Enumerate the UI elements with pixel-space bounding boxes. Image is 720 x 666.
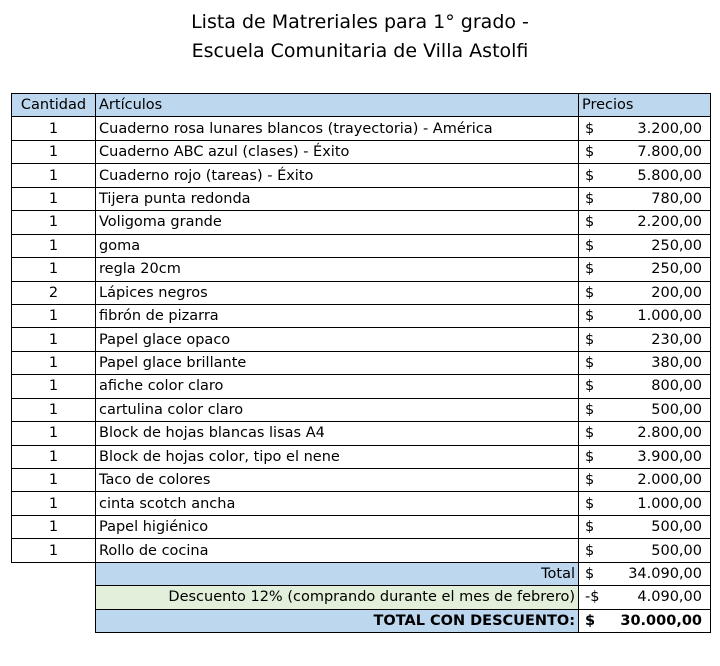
title-line-2: Escuela Comunitaria de Villa Astolfi	[191, 40, 529, 62]
row-price: 780,00	[610, 187, 711, 210]
row-item: Cuaderno rosa lunares blancos (trayectoria) - América	[96, 117, 579, 140]
row-currency: $	[579, 117, 610, 140]
empty-cell	[12, 609, 96, 632]
table-row	[12, 375, 711, 398]
row-currency: $	[579, 140, 610, 163]
title-line-1: Lista de Matreriales para 1° grado -	[191, 11, 529, 33]
row-price: 2.000,00	[610, 469, 711, 492]
row-quantity: 2	[12, 281, 96, 304]
row-price: 500,00	[610, 539, 711, 562]
row-quantity: 1	[12, 117, 96, 140]
table-row	[12, 398, 711, 421]
row-item: goma	[96, 234, 579, 257]
table-row	[12, 328, 711, 351]
row-quantity: 1	[12, 445, 96, 468]
row-quantity: 1	[12, 258, 96, 281]
discount-value: 4.090,00	[610, 586, 711, 609]
discount-currency: -$	[579, 586, 610, 609]
row-item: cartulina color claro	[96, 398, 579, 421]
discount-row	[12, 586, 711, 609]
row-item: Tijera punta redonda	[96, 187, 579, 210]
grand-total-currency: $	[579, 609, 610, 632]
row-price: 3.200,00	[610, 117, 711, 140]
total-row	[12, 562, 711, 585]
row-quantity: 1	[12, 304, 96, 327]
row-currency: $	[579, 187, 610, 210]
row-currency: $	[579, 258, 610, 281]
table-row	[12, 187, 711, 210]
row-item: Papel glace brillante	[96, 351, 579, 374]
table-row	[12, 469, 711, 492]
table-header-row	[12, 94, 711, 117]
header-quantity: Cantidad	[12, 94, 96, 117]
grand-total-row	[12, 609, 711, 632]
total-label: Total	[96, 562, 579, 585]
row-price: 2.800,00	[610, 422, 711, 445]
table-row	[12, 258, 711, 281]
row-quantity: 1	[12, 469, 96, 492]
table-row	[12, 140, 711, 163]
table-row	[12, 164, 711, 187]
row-currency: $	[579, 328, 610, 351]
row-currency: $	[579, 281, 610, 304]
row-item: Cuaderno rojo (tareas) - Éxito	[96, 164, 579, 187]
row-price: 800,00	[610, 375, 711, 398]
row-price: 5.800,00	[610, 164, 711, 187]
table-row	[12, 492, 711, 515]
row-price: 7.800,00	[610, 140, 711, 163]
row-currency: $	[579, 234, 610, 257]
table-row	[12, 515, 711, 538]
discount-label: Descuento 12% (comprando durante el mes de febrero)	[96, 586, 579, 609]
row-quantity: 1	[12, 187, 96, 210]
empty-cell	[12, 562, 96, 585]
header-prices: Precios	[579, 94, 711, 117]
row-currency: $	[579, 445, 610, 468]
row-item: Papel glace opaco	[96, 328, 579, 351]
row-item: Block de hojas blancas lisas A4	[96, 422, 579, 445]
row-quantity: 1	[12, 140, 96, 163]
row-item: Voligoma grande	[96, 211, 579, 234]
row-quantity: 1	[12, 398, 96, 421]
row-quantity: 1	[12, 375, 96, 398]
row-item: Lápices negros	[96, 281, 579, 304]
table-row	[12, 117, 711, 140]
row-price: 250,00	[610, 234, 711, 257]
row-currency: $	[579, 375, 610, 398]
empty-cell	[12, 586, 96, 609]
row-quantity: 1	[12, 351, 96, 374]
row-price: 250,00	[610, 258, 711, 281]
table-row	[12, 211, 711, 234]
row-quantity: 1	[12, 539, 96, 562]
row-quantity: 1	[12, 234, 96, 257]
table-row	[12, 304, 711, 327]
row-item: Cuaderno ABC azul (clases) - Éxito	[96, 140, 579, 163]
table-row	[12, 445, 711, 468]
row-item: Taco de colores	[96, 469, 579, 492]
row-currency: $	[579, 211, 610, 234]
row-price: 1.000,00	[610, 304, 711, 327]
row-price: 2.200,00	[610, 211, 711, 234]
row-item: cinta scotch ancha	[96, 492, 579, 515]
row-price: 200,00	[610, 281, 711, 304]
row-currency: $	[579, 422, 610, 445]
row-currency: $	[579, 469, 610, 492]
row-currency: $	[579, 539, 610, 562]
total-value: 34.090,00	[610, 562, 711, 585]
total-currency: $	[579, 562, 610, 585]
row-item: regla 20cm	[96, 258, 579, 281]
row-item: Block de hojas color, tipo el nene	[96, 445, 579, 468]
row-quantity: 1	[12, 515, 96, 538]
page-title	[0, 8, 720, 66]
row-currency: $	[579, 351, 610, 374]
row-currency: $	[579, 492, 610, 515]
grand-total-label: TOTAL CON DESCUENTO:	[96, 609, 579, 632]
row-currency: $	[579, 304, 610, 327]
row-quantity: 1	[12, 492, 96, 515]
row-price: 1.000,00	[610, 492, 711, 515]
row-item: afiche color claro	[96, 375, 579, 398]
row-price: 3.900,00	[610, 445, 711, 468]
row-currency: $	[579, 515, 610, 538]
header-items: Artículos	[96, 94, 579, 117]
row-item: fibrón de pizarra	[96, 304, 579, 327]
row-quantity: 1	[12, 164, 96, 187]
row-price: 380,00	[610, 351, 711, 374]
row-item: Papel higiénico	[96, 515, 579, 538]
row-currency: $	[579, 164, 610, 187]
table-row	[12, 422, 711, 445]
row-item: Rollo de cocina	[96, 539, 579, 562]
table-row	[12, 351, 711, 374]
row-quantity: 1	[12, 211, 96, 234]
table-row	[12, 234, 711, 257]
table-row	[12, 539, 711, 562]
row-price: 230,00	[610, 328, 711, 351]
materials-table	[11, 93, 711, 633]
row-quantity: 1	[12, 422, 96, 445]
row-quantity: 1	[12, 328, 96, 351]
row-currency: $	[579, 398, 610, 421]
table-row	[12, 281, 711, 304]
row-price: 500,00	[610, 515, 711, 538]
grand-total-value: 30.000,00	[610, 609, 711, 632]
row-price: 500,00	[610, 398, 711, 421]
